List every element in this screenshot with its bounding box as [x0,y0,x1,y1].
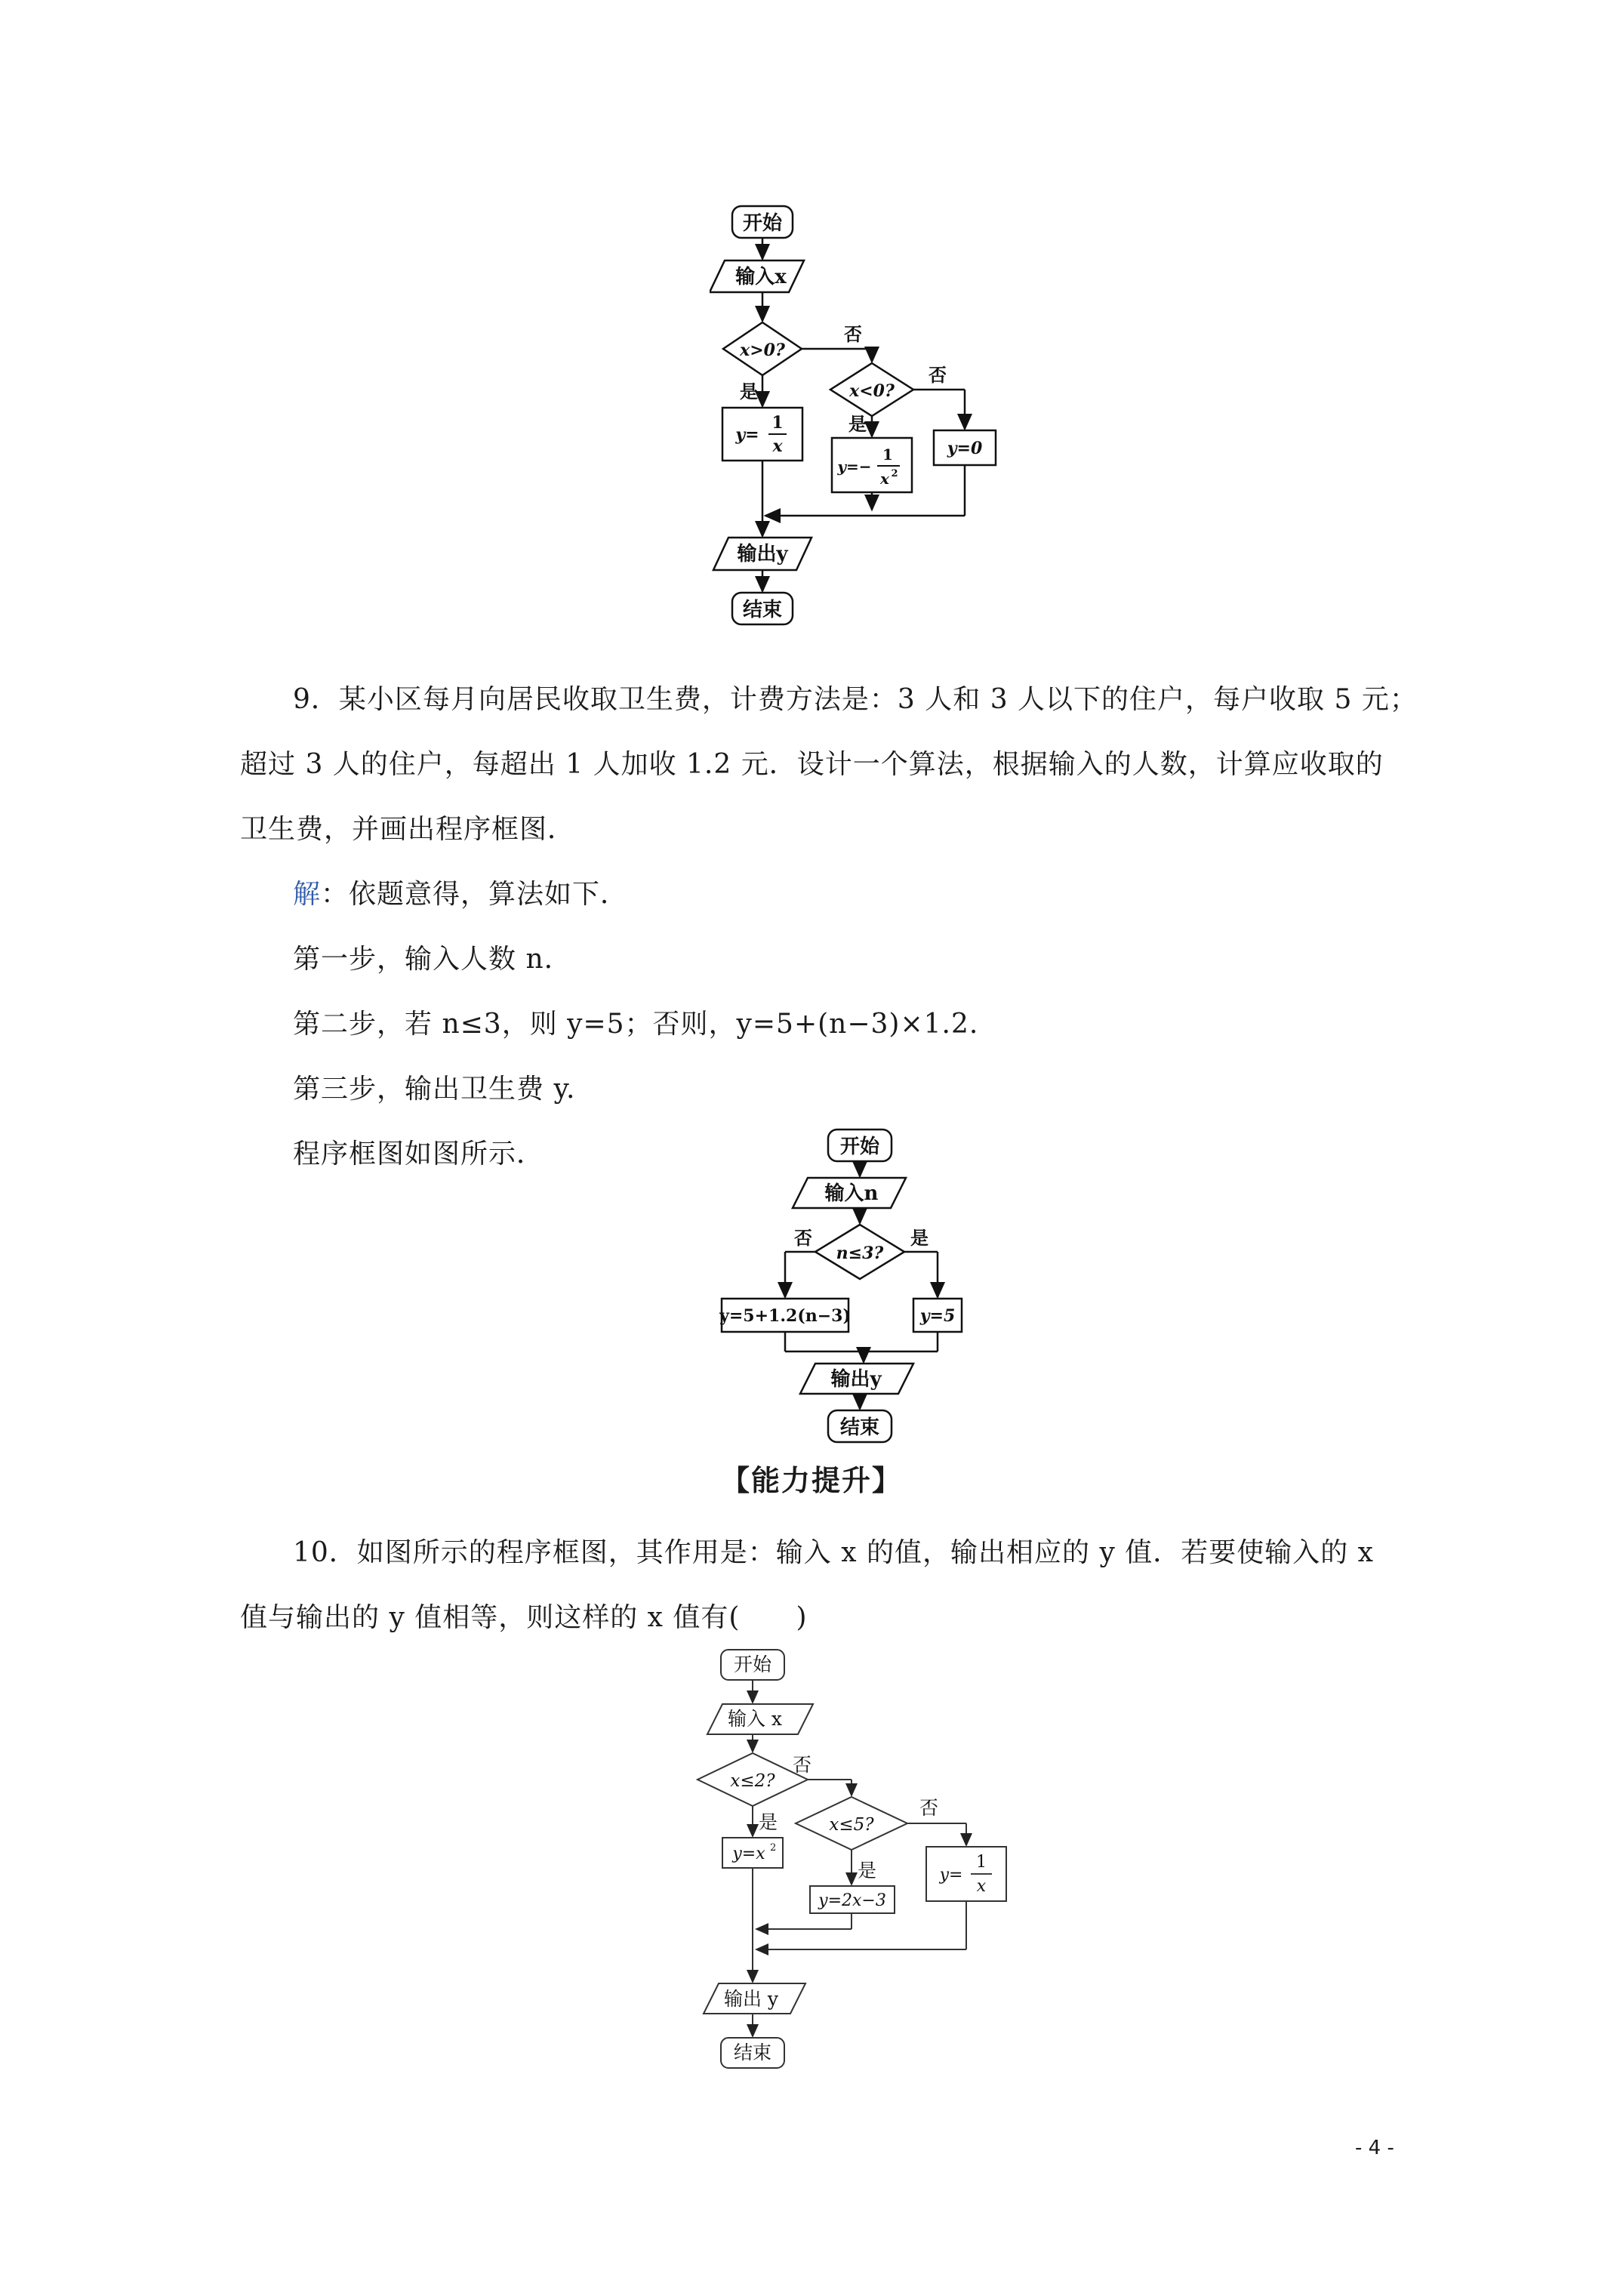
end-label: 结束 [839,1416,880,1439]
box-b-lhs: y=− [837,458,872,476]
q9-line-1: 9．某小区每月向居民收取卫生费，计费方法是：3 人和 3 人以下的住户，每户收取 5 元； [293,684,1418,715]
box-left-label: y=5+1.2(n−3) [719,1306,851,1326]
box-a-label: y=x [732,1845,765,1863]
q9-line-2: 超过 3 人的住户，每超出 1 人加收 1.2 元．设计一个算法，根据输入的人数，计算应收取的 [240,749,1384,780]
box-b-denominator: x [880,470,889,488]
box-a-exponent: 2 [770,1842,777,1854]
output-label: 输出y [830,1368,882,1391]
start-label: 开始 [733,1653,772,1675]
box-c-numerator: 1 [976,1853,987,1872]
page-number: - 4 - [1355,2137,1394,2159]
cond1-no-label: 否 [793,1754,812,1776]
cond1-yes-label: 是 [759,1811,778,1833]
output-label: 输出y [737,543,788,566]
end-label: 结束 [733,2042,772,2063]
flowchart-2 [702,1123,989,1456]
no-label: 否 [794,1227,812,1249]
box-b-numerator: 1 [882,445,893,464]
q9-step-3: 第三步，输出卫生费 y. [293,1074,576,1105]
solution-text: ：依题意得，算法如下． [321,879,629,910]
output-label: 输出 y [723,1988,779,2010]
q9-step-2: 第二步，若 n≤3，则 y=5；否则，y=5+(n−3)×1.2. [293,1009,979,1040]
start-label: 开始 [742,212,783,235]
process-box-a [722,408,802,461]
process-box-c [926,1847,1006,1901]
q9-figure-note: 程序框图如图所示． [293,1139,545,1170]
cond2-label: x≤5? [829,1815,874,1835]
section-heading: 【能力提升】 [720,1463,902,1497]
box-c-lhs: y= [939,1866,963,1885]
box-a-denominator: x [772,436,783,456]
cond2-yes-label: 是 [848,413,867,435]
input-label: 输入n [824,1182,879,1205]
box-a-numerator: 1 [771,413,784,433]
box-c-denominator: x [976,1877,987,1896]
cond1-no-label: 否 [844,323,862,345]
cond2-label: x<0? [849,381,895,401]
cond2-yes-label: 是 [858,1860,877,1881]
flowchart-1 [710,200,1027,638]
box-c-label: y=0 [947,439,983,458]
q10-line-1: 10．如图所示的程序框图，其作用是：输入 x 的值，输出相应的 y 值．若要使输入的 x [293,1537,1374,1568]
cond1-yes-label: 是 [740,381,758,402]
q10-line-2: 值与输出的 y 值相等，则这样的 x 值有( ) [240,1602,808,1633]
box-b-exponent: 2 [891,468,898,479]
box-b-label: y=2x−3 [818,1891,886,1910]
box-a-lhs: y= [735,425,759,445]
cond2-no-label: 否 [919,1797,939,1819]
input-label: 输入x [735,266,787,288]
yes-label: 是 [910,1227,929,1249]
input-label: 输入 x [727,1708,783,1730]
cond1-label: x≤2? [730,1771,775,1791]
q9-line-3: 卫生费，并画出程序框图． [240,814,576,845]
q9-step-1: 第一步，输入人数 n. [293,944,554,975]
flowchart-3 [664,1638,1027,2091]
end-label: 结束 [742,599,783,621]
box-right-label: y=5 [919,1306,956,1326]
cond1-label: x>0? [740,341,785,360]
q9-solution-line [293,859,1455,930]
cond2-no-label: 否 [929,364,947,386]
solution-label: 解 [293,879,322,910]
start-label: 开始 [839,1136,880,1158]
cond-label: n≤3? [836,1244,884,1263]
